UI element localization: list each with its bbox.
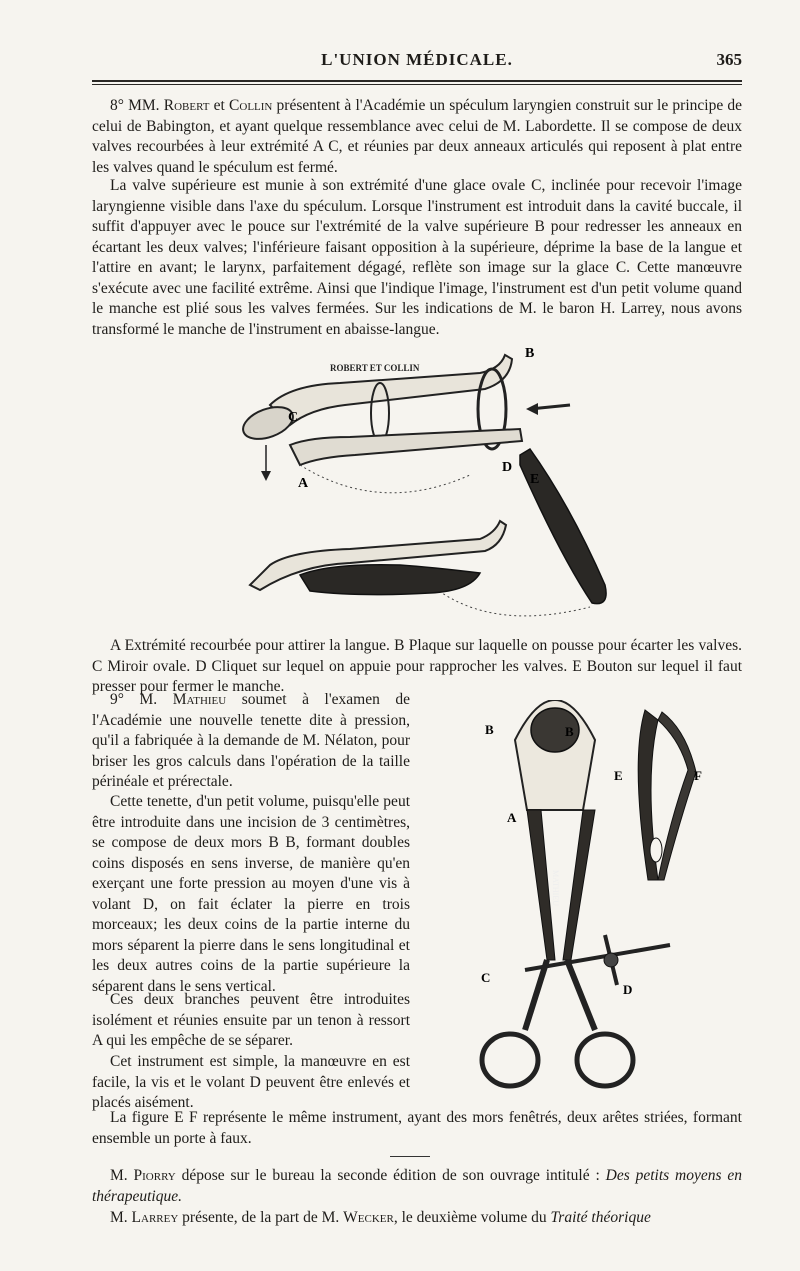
figure-label-a: A [298, 476, 309, 491]
paragraph-text: soumet à l'examen de l'Académie une nouvelle tenette dite à pression, qu'il a fabriquée à la demande de M. Nélaton, pour briser les gros calculs dans l'opération de la taille périnéale et prérectale. [92, 691, 411, 790]
paragraph-figure-ef: La figure E F représente le même instrument, ayant des mors fenêtrés, deux arêtes striées, formant ensemble un porte à faux. [92, 1109, 742, 1147]
speculum-illustration [230, 345, 630, 630]
figure-label-e: E [614, 768, 623, 783]
running-header [92, 48, 742, 78]
text-connector: et [209, 97, 230, 114]
fenestrated-jaws-illustration [600, 700, 710, 890]
text-lead: M. [110, 1209, 132, 1226]
figure-label-b: B [525, 346, 535, 361]
figure-caption: A Extrémité recourbée pour attirer la langue. B Plaque sur laquelle on pousse pour écarter les valves. C Miroir ovale. D Cliquet sur lequel on appuie pour rapprocher les valves. E Bouton sur lequel il faut presser pour fermer le manche. [92, 637, 742, 695]
figure-label-a: A [507, 810, 517, 825]
item-number: 8° MM. [110, 97, 160, 114]
paragraph-text: dépose sur le bureau la seconde édition de son ouvrage intitulé : [175, 1167, 606, 1184]
author-name: Piorry [133, 1167, 176, 1184]
section-divider [390, 1156, 430, 1157]
author-name: Collin [229, 97, 273, 114]
paragraph-larrey [92, 1208, 742, 1229]
paragraph-valve-description: La valve supérieure est munie à son extrémité d'une glace ovale C, inclinée pour recevoir l'image laryngienne visible dans l'axe du spéculum. Lorsque l'instrument est introduit dans la cavité buccale, il suffit d'appuyer avec le pouce sur l'extrémité de la valve supérieure B pour redresser les anneaux en écartant les deux valves; l'inférieure faisant opposition à la supérieure, déprime la base de la langue et l'attire en avant; le larynx, parfaitement dégagé, reflète son image sur la glace C. Cette manœuvre s'exécute avec une facilité extrême. Ainsi que l'indique l'image, l'instrument est d'un petit volume quand le manche est plié sous les valves fermées. Sur les indications de M. le baron H. Larrey, nous avons transformé le manche de l'instrument en abaisse-langue. [92, 177, 742, 338]
paragraph-simple: Cet instrument est simple, la manœuvre en est facile, la vis et le volant D peuvent être enlevés et placés aisément. [92, 1053, 410, 1111]
paragraph-branches: Ces deux branches peuvent être introduites isolément et réunies ensuite par un tenon à ressort A qui les empêche de se séparer. [92, 991, 410, 1049]
author-name: Wecker [343, 1209, 394, 1226]
figure-label-c: C [288, 410, 299, 425]
page-number: 365 [716, 50, 742, 69]
paragraph-tenette-description: Cette tenette, d'un petit volume, puisqu'elle peut être introduite dans une incision de 3 centimètres, se compose de deux mors B B, formant doubles coins disposés en sens inverse, de manière qu'en exerçant une forte pression au moyen d'une vis à volant D, on fait éclater la pierre en trois morceaux; les deux coins de la partie interne du mors séparent la pierre dans le sens longitudinal et les deux autres coins de la partie supérieure la séparent dans le sens vertical. [92, 793, 410, 995]
paragraph-text: , le deuxième volume du [393, 1209, 551, 1226]
figure-label-f: F [694, 768, 702, 783]
author-name: Larrey [131, 1209, 179, 1226]
item-number: 9° M. [110, 691, 173, 708]
figure-label-d: D [623, 982, 633, 997]
engraving-text: ROBERT ET COLLIN [330, 363, 420, 373]
paragraph-mathieu [92, 690, 410, 793]
paragraph-piorry [92, 1166, 742, 1207]
paragraph-robert-collin [92, 96, 742, 178]
figure-label-d: D [502, 460, 513, 475]
engraving-text: MATHIEU [551, 870, 560, 906]
author-name: Robert [163, 97, 210, 114]
author-name: Mathieu [172, 691, 227, 708]
header-rule [92, 80, 742, 82]
book-title: Traité théorique [550, 1209, 651, 1226]
text-connector: présente, de la part de M. [178, 1209, 344, 1226]
text-lead: M. [110, 1167, 134, 1184]
paragraph-text: présentent à l'Académie un spéculum laryngien construit sur le principe de celui de Babington, et ayant quelque ressemblance avec celui de M. Labordette. Il se compose de deux valves recourbées à leur extrémité A C, et réunies par deux anneaux articulés qui reposent à plat entre les valves quand le spéculum est fermé. [92, 97, 743, 176]
book-title: Des petits moyens en thérapeutique. [92, 1167, 742, 1205]
figure-label-c: C [481, 970, 491, 985]
figure-label-e: E [530, 472, 540, 487]
figure-label-b: B [565, 724, 574, 739]
header-rule-thin [92, 84, 742, 85]
running-title: L'UNION MÉDICALE. [321, 50, 513, 69]
figure-label-b: B [485, 722, 494, 737]
